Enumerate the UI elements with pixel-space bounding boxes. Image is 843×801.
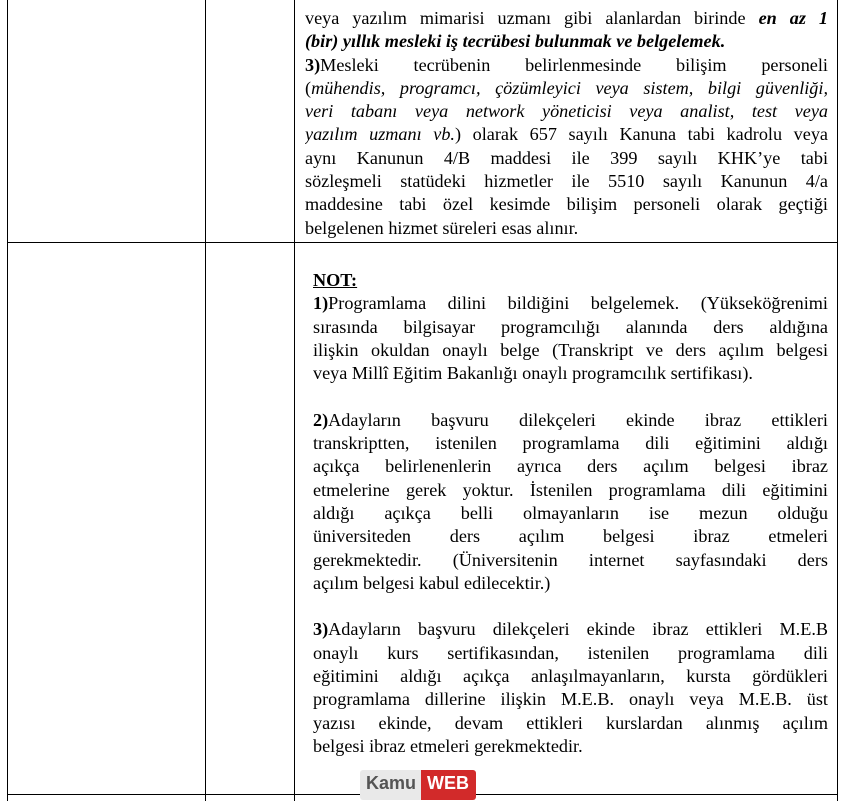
note-text-line [313, 688, 828, 711]
kamuweb-watermark-logo [360, 770, 476, 800]
note-text-line [313, 316, 828, 339]
note-text-run: 1) [313, 293, 329, 314]
note-text-run: 2) [313, 409, 329, 430]
requirement-text-run: aynı Kanunun 4/B maddesi ile 399 sayılı KHK’ye tabi [305, 147, 828, 168]
note-blank-line [313, 595, 828, 618]
note-text-run: eğitimini aldığı açıkça anlaşılmayanların, kursta gördükleri [313, 666, 828, 687]
note-text-run: onaylı kurs sertifikasından, istenilen programlama dili [313, 642, 828, 663]
requirement-text-run: veya yazılım mimarisi uzmanı gibi alanlardan birinde [305, 8, 759, 28]
requirement-text-line [305, 170, 828, 193]
note-text-line [313, 735, 828, 758]
note-text-line [313, 432, 828, 455]
note-text-run: açıkça belirlenenlerin ayrıca ders açılım belgesi ibraz [313, 456, 828, 477]
table-border-left [7, 0, 8, 801]
note-text-run: açılım belgesi kabul edilecektir.) [313, 572, 551, 593]
note-text-line [313, 502, 828, 525]
note-text-line [313, 618, 828, 641]
row-divider [7, 242, 838, 243]
note-text-line [313, 642, 828, 665]
note-text-run: Adayların başvuru dilekçeleri ekinde ibraz ettikleri M.E.B [328, 619, 828, 640]
requirement-text-line [305, 217, 828, 240]
requirement-text-run: sözleşmeli statüdeki hizmetler ile 5510 sayılı Kanunun 4/a [305, 171, 828, 192]
note-text-run: üniversiteden ders açılım belgesi ibraz etmeleri [313, 526, 828, 547]
watermark-kamu: Kamu [360, 770, 421, 800]
note-text-run: etmelerine gerek yoktur. İstenilen programlama dili eğitimini [313, 479, 828, 500]
table-border-right [837, 0, 838, 801]
note-text-line [313, 549, 828, 572]
note-text-run: NOT: [313, 270, 358, 290]
note-text-line [313, 572, 828, 595]
note-text-run: Programlama dilini bildiğini belgelemek. (Yükseköğrenimi [328, 293, 828, 314]
requirement-text-run: belgelenen hizmet süreleri esas alınır. [305, 217, 579, 238]
requirement-text-run: yazılım uzmanı vb. [305, 124, 455, 145]
requirement-text-run: (bir) yıllık mesleki iş tecrübesi bulunmak ve belgelemek. [305, 31, 726, 52]
requirement-text-line [305, 100, 828, 123]
note-blank-line [313, 385, 828, 408]
requirement-text-line [305, 54, 828, 77]
note-text-line [313, 525, 828, 548]
requirement-text-run: veri tabanı veya network yöneticisi veya analist, test veya [305, 101, 828, 122]
note-text-run: ilişkin okuldan onaylı belge (Transkript ve ders açılım belgesi [313, 339, 828, 360]
note-text-run: gerekmektedir. (Üniversitenin internet sayfasındaki ders [313, 549, 828, 570]
requirement-text-run: 3) [305, 54, 321, 75]
requirement-text-cell [305, 7, 828, 240]
column-divider-1 [205, 0, 206, 801]
requirement-text-run: ) olarak 657 sayılı Kanuna tabi kadrolu veya [454, 124, 828, 145]
note-text-run: sırasında bilgisayar programcılığı alanında ders aldığına [313, 316, 828, 337]
note-text-line [313, 362, 828, 385]
watermark-web: WEB [421, 770, 476, 800]
note-text-line [313, 712, 828, 735]
requirement-text-line [305, 30, 828, 53]
requirement-text-run: ( [305, 77, 312, 98]
note-text-cell [313, 269, 828, 758]
note-text-line [313, 409, 828, 432]
requirement-text-run: maddesine tabi özel kesimde bilişim personeli olarak geçtiği [305, 194, 828, 215]
requirement-text-line [305, 193, 828, 216]
note-text-run: veya Millî Eğitim Bakanlığı onaylı programcılık sertifikası). [313, 363, 753, 384]
note-text-run: belgesi ibraz etmeleri gerekmektedir. [313, 735, 583, 756]
requirement-text-run: en az 1 [758, 8, 828, 28]
column-divider-2 [294, 0, 295, 801]
note-text-run: transkriptten, istenilen programlama dili eğitimini aldığı [313, 433, 828, 454]
note-text-run: Adayların başvuru dilekçeleri ekinde ibraz ettikleri [328, 409, 828, 430]
requirement-text-line [305, 147, 828, 170]
requirement-text-line [305, 7, 828, 30]
requirement-text-run: Mesleki tecrübenin belirlenmesinde bilişim personeli [320, 54, 828, 75]
note-text-run: yazısı ekinde, devam ettikleri kurslardan alınmış açılım [313, 712, 828, 733]
note-text-run: aldığı açıkça belli olmayanların ise mezun olduğu [313, 502, 828, 523]
requirement-text-line [305, 77, 828, 100]
note-text-line [313, 665, 828, 688]
note-text-line [313, 479, 828, 502]
note-text-line [313, 292, 828, 315]
note-text-line [313, 269, 828, 292]
note-text-run: 3) [313, 619, 329, 640]
note-text-line [313, 339, 828, 362]
requirement-text-run: mühendis, programcı, çözümleyici veya sistem, bilgi güvenliği, [311, 77, 828, 98]
note-text-line [313, 455, 828, 478]
requirement-text-line [305, 123, 828, 146]
note-text-run: programlama dillerine ilişkin M.E.B. onaylı veya M.E.B. üst [313, 689, 828, 710]
